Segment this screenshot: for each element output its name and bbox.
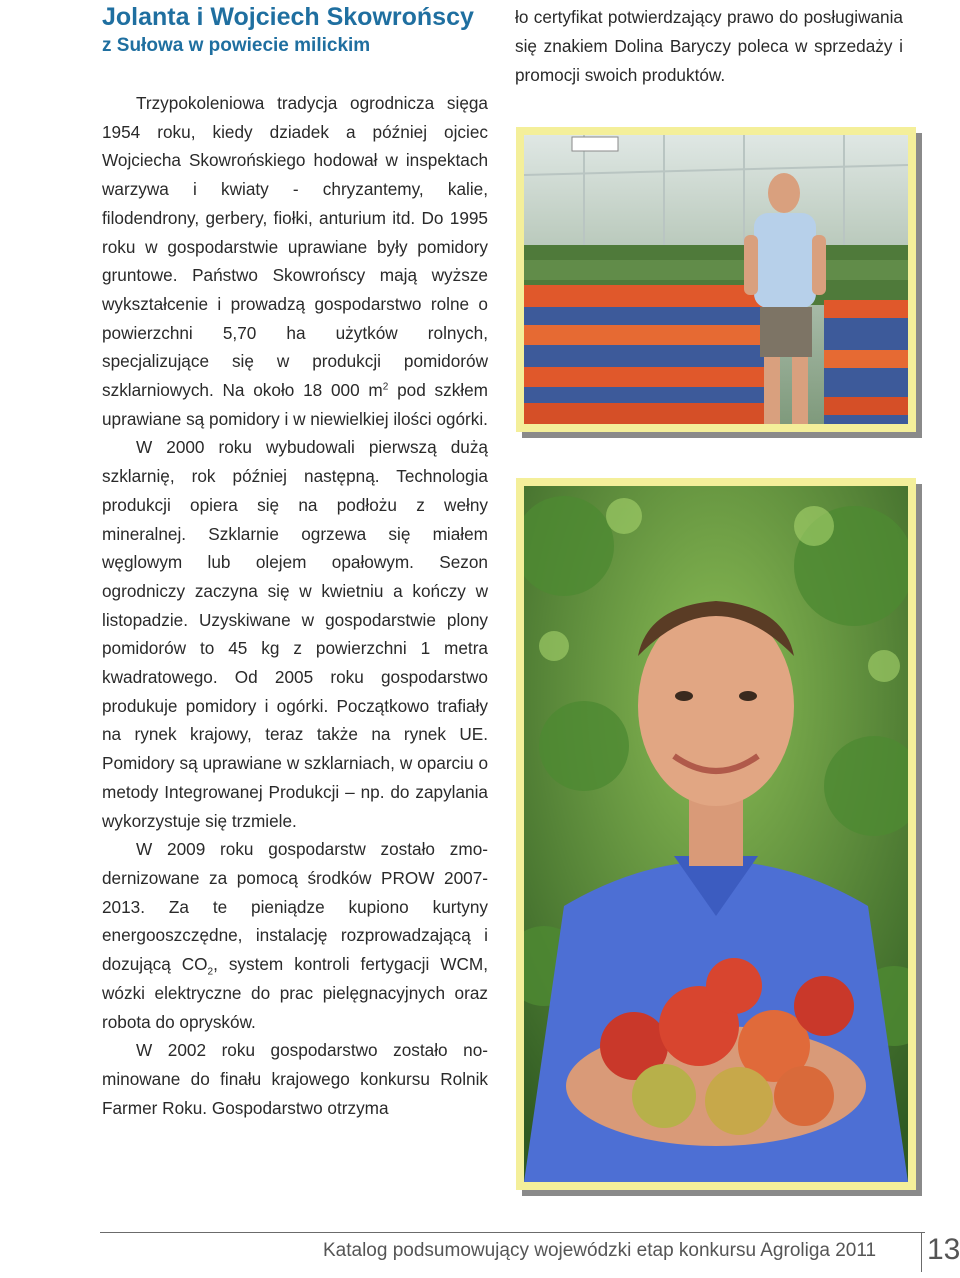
- paragraph-history-text: Trzypokoleniowa tradycja ogrodnicza sięga 1954 roku, kiedy dziadek a później ojciec Wojciecha Skowrońskiego hodował w inspektach warzywa i kwiaty - chryzantemy, kalie, filodendrony, gerbery, fiołki, anturium itd. Do 1995 roku w gospodarstwie uprawiane były pomidory gruntowe. Państwo Skowrońscy mają wyższe wykształcenie i prowadzą gospodarstwo rolne o powierzchni 5,70 ha użytków rolnych, specjalizujące się w produkcji pomidorów szklarniowych. Na około 18 000 m: [102, 93, 488, 401]
- page-subtitle: z Sułowa w powiecie milickim: [102, 35, 371, 56]
- footer-divider: [921, 1232, 922, 1272]
- right-text-column: [515, 3, 903, 90]
- portrait-photo-image: [524, 486, 908, 1182]
- superscript-2: 2: [382, 381, 389, 393]
- paragraph-modernization: [102, 835, 488, 1036]
- paragraph-award: W 2002 roku gospodarstwo zostało nominowane do finału krajowego konkursu Rolnik Farmer Roku. Gospodarstwo otrzyma: [102, 1040, 488, 1118]
- paragraph-history-end: pod szkłem uprawiane są pomidory i w niewielkiej ilości ogórki.: [102, 380, 488, 429]
- subscript-2: 2: [207, 966, 214, 978]
- paragraph-greenhouses: W 2000 roku wybudowali pierwszą dużą szklarnię, rok później następną. Technologia produkcji opiera się na podłożu z wełny mineralnej. Szklarnie ogrzewa się miałem węglowym lub olejem opałowym. Sezon ogrodniczy zaczyna się w kwietniu a kończy w listopadzie. Uzyskiwane w gospodarstwie plony pomidorów to 45 kg z powierzchni 1 metra kwadratowego. Od 2005 roku gospodarstwo produkuje pomidory i ogórki. Początkowo trafiały na rynek krajowy, teraz także na rynek UE. Pomidory są uprawiane w szklarniach, w oparciu o metody Integrowanej Produkcji – np. do zapylania wykorzystuje się trzmiele.: [102, 437, 488, 831]
- paragraph-modernization-end: , system kontroli fertygacji WCM, wózki elektryczne do prac pielęgnacyjnych oraz robota do oprysków.: [102, 954, 488, 1032]
- footer-caption: Katalog podsumowujący wojewódzki etap konkursu Agroliga 2011: [323, 1240, 877, 1261]
- left-text-column: [102, 89, 488, 1122]
- paragraph-modernization-text: W 2009 roku gospodarstw zostało zmodernizowane za pomocą środków PROW 2007-2013. Za te pieniądze kupiono kurtyny energooszczędne, instalację rozprowadzającą i dozującą CO: [102, 839, 488, 975]
- page-title: Jolanta i Wojciech Skowrońscy: [102, 3, 474, 31]
- greenhouse-photo: [516, 127, 916, 432]
- footer-rule: [100, 1232, 925, 1233]
- portrait-photo: [516, 478, 916, 1190]
- greenhouse-photo-image: [524, 135, 908, 424]
- page-number: 13: [927, 1233, 960, 1266]
- paragraph-history: [102, 89, 488, 433]
- paragraph-certificate: ło certyfikat potwierdzający prawo do posługiwania się znakiem Dolina Baryczy poleca w sprzedaży i promocji swoich produktów.: [515, 7, 903, 85]
